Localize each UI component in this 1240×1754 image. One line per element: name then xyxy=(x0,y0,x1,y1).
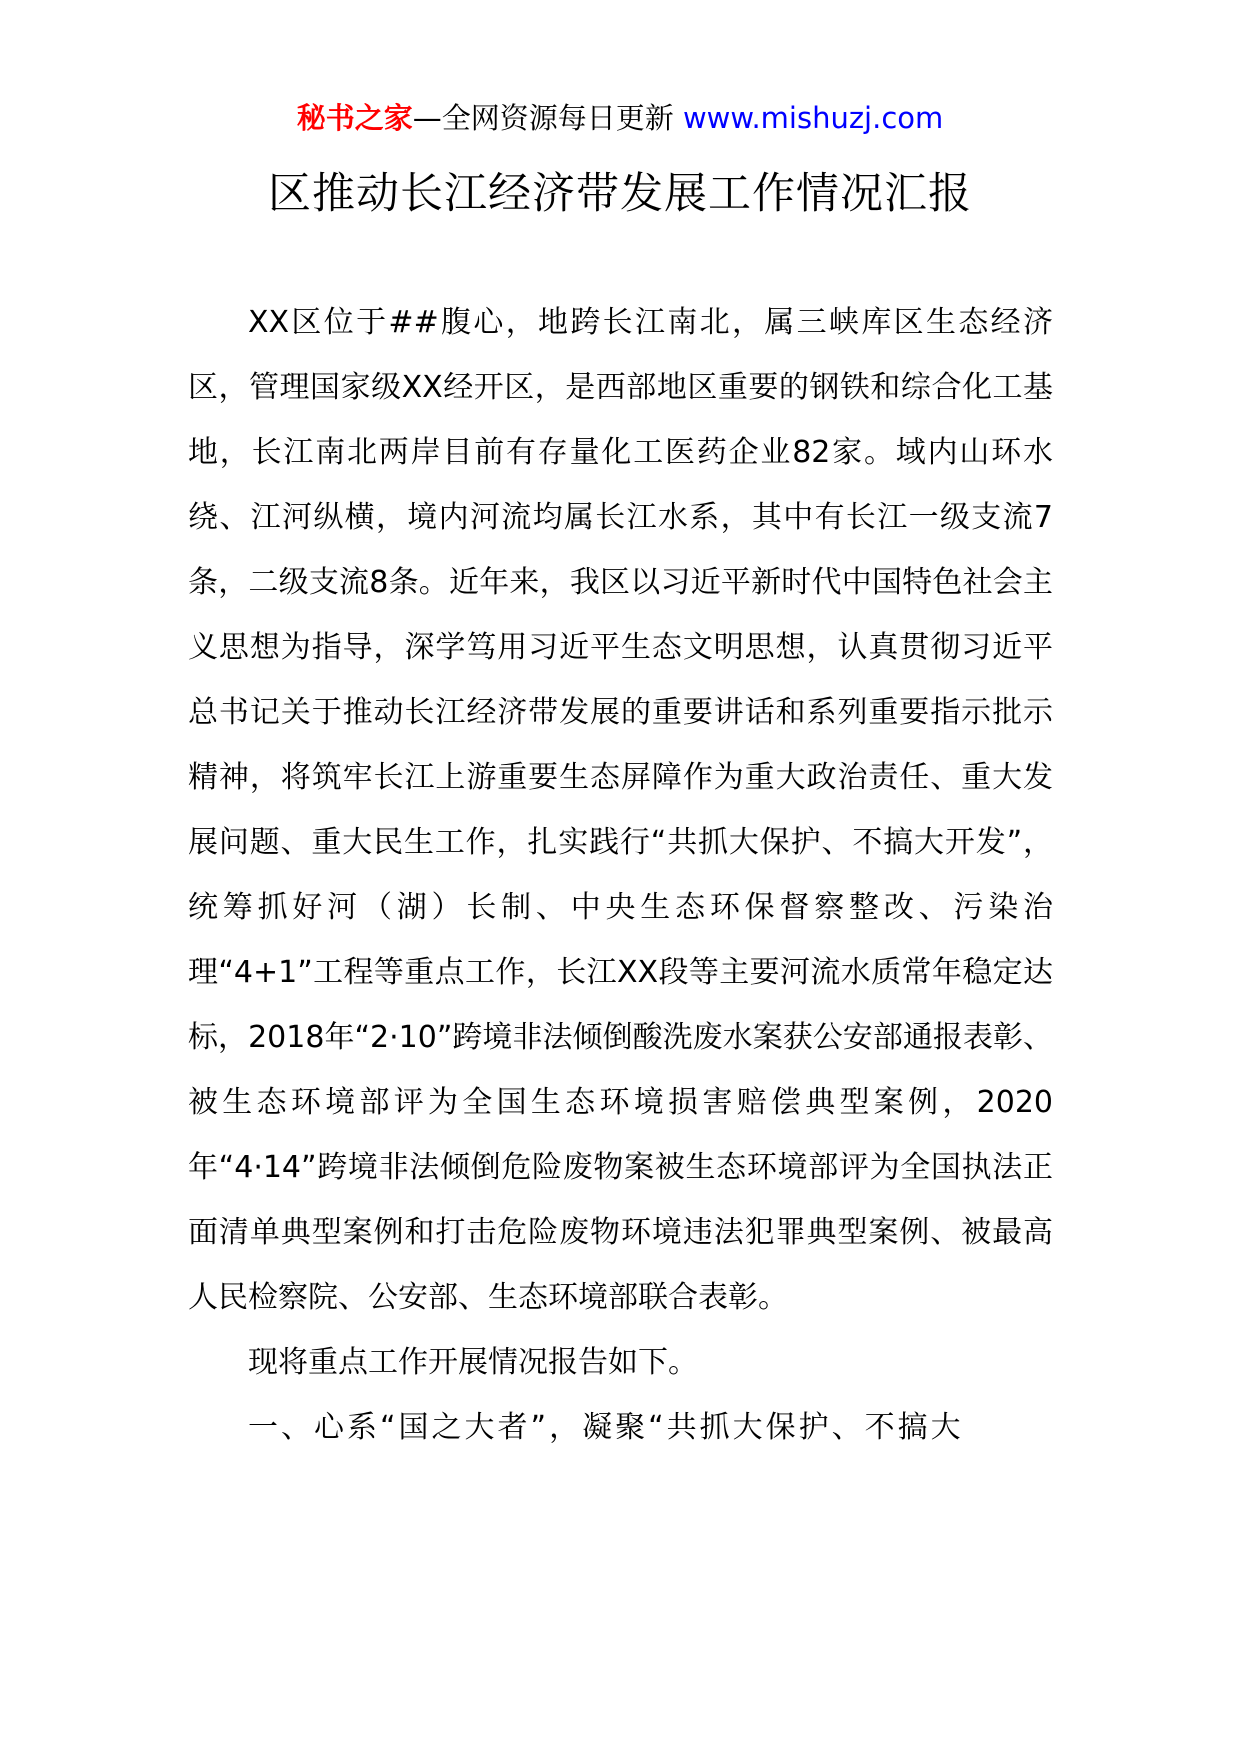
document-body xyxy=(188,290,1053,1460)
intro-paragraph: XX区位于##腹心，地跨长江南北，属三峡库区生态经济区，管理国家级XX经开区，是西部地区重要的钢铁和综合化工基地，长江南北两岸目前有存量化工医药企业82家。域内山环水绕、江河纵横，境内河流均属长江水系，其中有长江一级支流7条，二级支流8条。近年来，我区以习近平新时代中国特色社会主义思想为指导，深学笃用习近平生态文明思想，认真贯彻习近平总书记关于推动长江经济带发展的重要讲话和系列重要指示批示精神，将筑牢长江上游重要生态屏障作为重大政治责任、重大发展问题、重大民生工作，扎实践行“共抓大保护、不搞大开发”，统筹抓好河（湖）长制、中央生态环保督察整改、污染治理“4+1”工程等重点工作，长江XX段等主要河流水质常年稳定达标，2018年“2·10”跨境非法倾倒酸洗废水案获公安部通报表彰、被生态环境部评为全国生态环境损害赔偿典型案例，2020年“4·14”跨境非法倾倒危险废物案被生态环境部评为全国执法正面清单典型案例和打击危险废物环境违法犯罪典型案例、被最高人民检察院、公安部、生态环境部联合表彰。 xyxy=(188,305,1053,1315)
transition-paragraph: 现将重点工作开展情况报告如下。 xyxy=(248,1345,698,1380)
site-url-link[interactable]: www.mishuzj.com xyxy=(682,101,944,135)
document-title: 区推动长江经济带发展工作情况汇报 xyxy=(268,169,972,219)
site-header xyxy=(0,98,1240,138)
site-name: 秘书之家 xyxy=(296,101,413,135)
site-tagline: —全网资源每日更新 xyxy=(412,101,674,135)
section-heading-1: 一、心系“国之大者”，凝聚“共抓大保护、不搞大 xyxy=(248,1410,964,1445)
